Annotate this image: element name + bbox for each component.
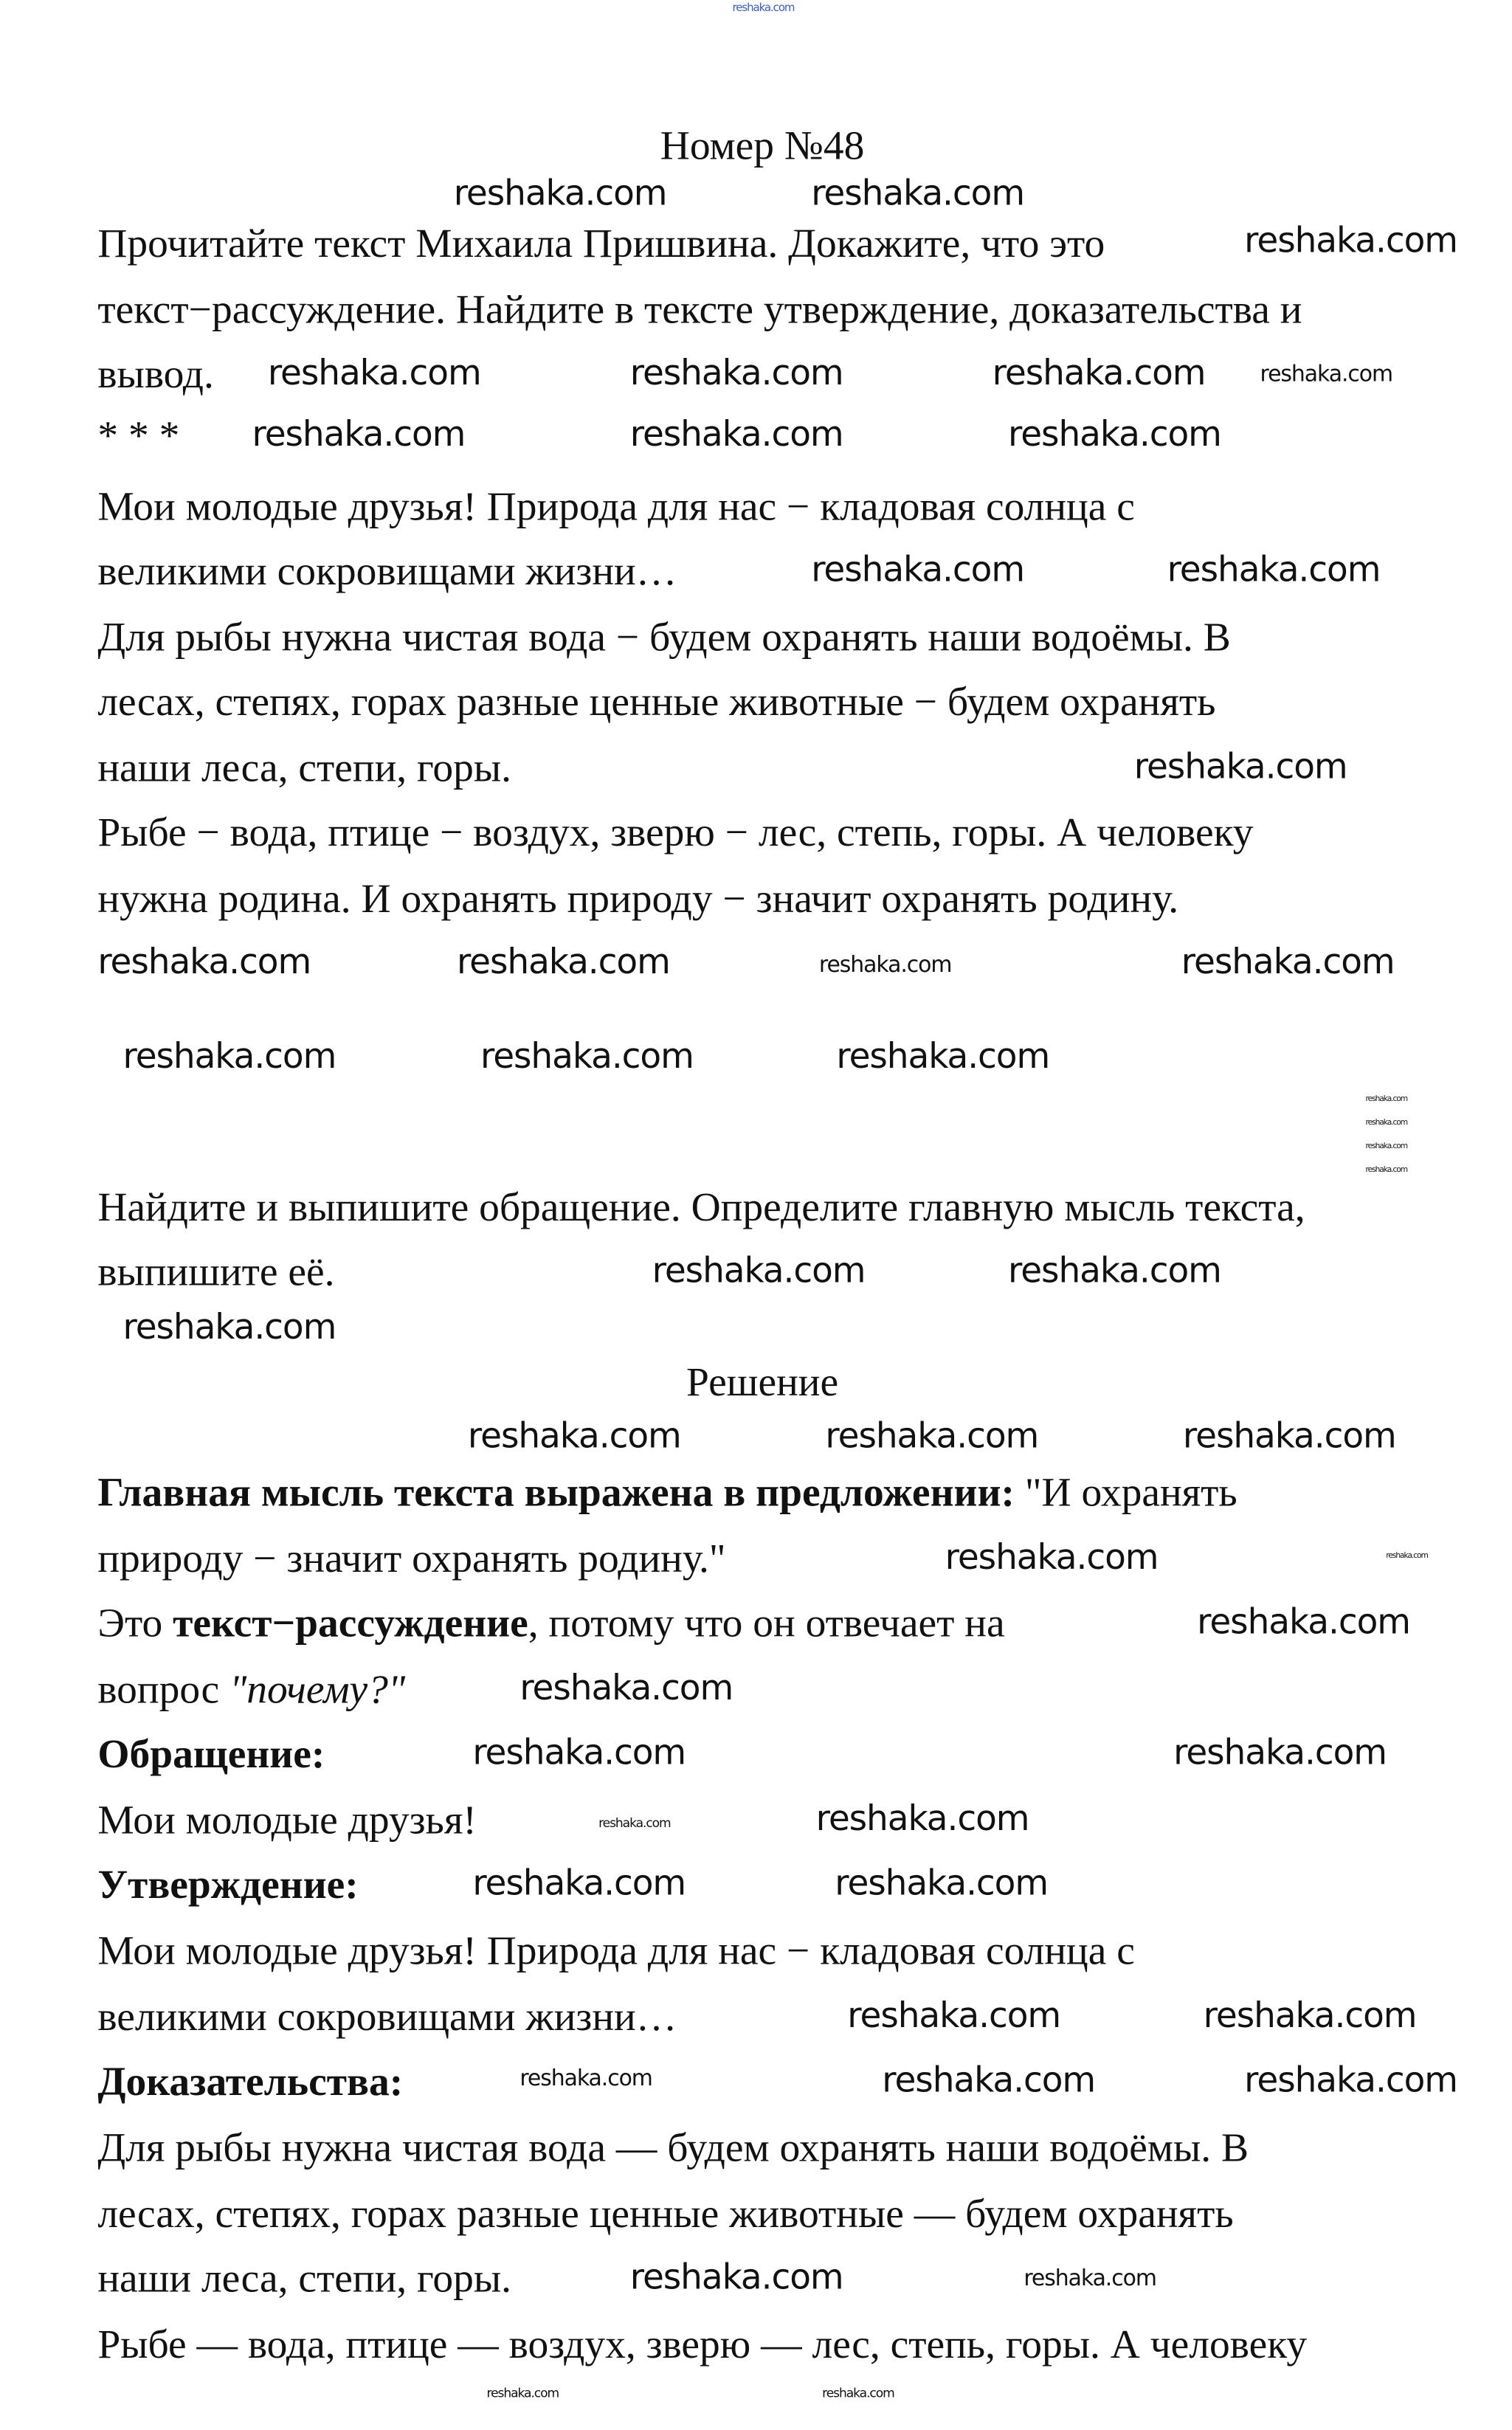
watermark: reshaka.com	[1365, 1094, 1408, 1105]
watermark: reshaka.com	[1365, 1118, 1408, 1128]
watermark: reshaka.com	[822, 2386, 894, 2400]
main-idea-line	[97, 1469, 1237, 1516]
watermark: reshaka.com	[519, 2066, 652, 2092]
question-word-line	[97, 1666, 405, 1713]
evidence-label-text: Доказательства:	[97, 2058, 404, 2105]
watermark: reshaka.com	[882, 2061, 1096, 2102]
watermark: reshaka.com	[811, 174, 1025, 215]
watermark: reshaka.com	[1173, 1733, 1387, 1774]
watermark: reshaka.com	[992, 354, 1206, 394]
watermark: reshaka.com	[267, 354, 481, 394]
watermark: reshaka.com	[1244, 221, 1457, 262]
watermark: reshaka.com	[818, 953, 952, 978]
watermark: reshaka.com	[629, 354, 843, 394]
watermark: reshaka.com	[122, 1308, 336, 1349]
task-line: Рыбе − вода, птице − воздух, зверю − лес, степь, горы. А человеку	[97, 810, 1254, 855]
question-line: Найдите и выпишите обращение. Определите главную мысль текста,	[97, 1184, 1305, 1230]
text-type-suffix: , потому что он отвечает на	[528, 1600, 1005, 1646]
task-line: вывод.	[97, 351, 214, 397]
statement-label	[97, 1862, 358, 1909]
text-type-line	[97, 1601, 1004, 1648]
watermark: reshaka.com	[486, 2386, 559, 2400]
question-prefix: вопрос	[97, 1666, 229, 1713]
watermark: reshaka.com	[1023, 2266, 1156, 2292]
watermark: reshaka.com	[1365, 1142, 1408, 1152]
watermark: reshaka.com	[598, 1815, 671, 1831]
evidence-line: Для рыбы нужна чистая вода — будем охранять наши водоёмы. В	[97, 2124, 1249, 2171]
watermark: reshaka.com	[825, 1417, 1039, 1457]
evidence-label	[97, 2059, 403, 2106]
task-line: наши леса, степи, горы.	[97, 745, 512, 791]
watermark: reshaka.com	[519, 1669, 733, 1709]
address-label-text: Обращение:	[97, 1730, 325, 1777]
watermark: reshaka.com	[652, 1252, 866, 1292]
watermark: reshaka.com	[453, 174, 667, 215]
separator-stars: * * *	[97, 413, 180, 459]
watermark: reshaka.com	[1365, 1165, 1408, 1176]
watermark: reshaka.com	[1008, 415, 1221, 455]
watermark: reshaka.com	[945, 1539, 1159, 1578]
watermark: reshaka.com	[835, 1865, 1049, 1905]
task-line: великими сокровищами жизни…	[97, 548, 677, 594]
watermark: reshaka.com	[815, 1800, 1029, 1840]
main-idea-quote: "И охранять	[1014, 1469, 1237, 1516]
watermark: reshaka.com	[480, 1038, 694, 1077]
main-idea-label: Главная мысль текста выражена в предложении:	[97, 1469, 1015, 1516]
watermark: reshaka.com	[122, 1038, 336, 1077]
watermark: reshaka.com	[1181, 943, 1395, 983]
watermark: reshaka.com	[1386, 1551, 1428, 1561]
watermark: reshaka.com	[847, 1997, 1061, 2037]
watermark: reshaka.com	[1133, 748, 1347, 788]
task-line: Для рыбы нужна чистая вода − будем охранять наши водоёмы. В	[97, 614, 1231, 660]
task-line: текст−рассуждение. Найдите в тексте утверждение, доказательства и	[97, 286, 1302, 333]
task-line: нужна родина. И охранять природу − значит охранять родину.	[97, 875, 1179, 922]
watermark: reshaka.com	[472, 1733, 686, 1774]
watermark: reshaka.com	[252, 415, 466, 455]
watermark: reshaka.com	[472, 1865, 686, 1905]
watermark: reshaka.com	[1197, 1603, 1410, 1643]
watermark: reshaka.com	[456, 943, 670, 983]
text-type-prefix: Это	[97, 1600, 173, 1646]
evidence-line: Рыбе — вода, птице — воздух, зверю — лес, степь, горы. А человеку	[97, 2322, 1308, 2368]
watermark: reshaka.com	[1167, 551, 1381, 591]
main-idea-quote-cont: природу − значит охранять родину."	[97, 1536, 726, 1581]
evidence-line: лесах, степях, горах разные ценные животные — будем охранять	[97, 2190, 1234, 2237]
watermark: reshaka.com	[629, 415, 843, 455]
evidence-line: наши леса, степи, горы.	[97, 2255, 512, 2302]
watermark: reshaka.com	[467, 1417, 681, 1457]
statement-line: великими сокровищами жизни…	[97, 1994, 677, 2040]
watermark: reshaka.com	[811, 551, 1025, 591]
solution-heading: Решение	[686, 1359, 839, 1405]
watermark: reshaka.com	[1182, 1417, 1396, 1457]
watermark: reshaka.com	[97, 943, 311, 983]
text-type-bold: текст−рассуждение	[173, 1600, 528, 1646]
statement-line: Мои молодые друзья! Природа для нас − кладовая солнца с	[97, 1927, 1135, 1974]
page-title: Номер №48	[660, 122, 865, 169]
watermark: reshaka.com	[1203, 1997, 1417, 2037]
task-line: Прочитайте текст Михаила Пришвина. Докажите, что это	[97, 220, 1105, 266]
statement-label-text: Утверждение:	[97, 1861, 359, 1908]
watermark: reshaka.com	[629, 2258, 843, 2299]
address-label	[97, 1731, 325, 1778]
task-line: Мои молодые друзья! Природа для нас − кладовая солнца с	[97, 483, 1135, 530]
task-line: лесах, степях, горах разные ценные животные − будем охранять	[97, 678, 1216, 725]
watermark: reshaka.com	[1008, 1252, 1221, 1292]
watermark: reshaka.com	[732, 1, 795, 15]
watermark: reshaka.com	[836, 1038, 1050, 1077]
watermark: reshaka.com	[1260, 362, 1393, 388]
question-italic: "почему?"	[229, 1666, 406, 1713]
address-text: Мои молодые друзья!	[97, 1797, 477, 1843]
watermark: reshaka.com	[1244, 2061, 1457, 2102]
question-line: выпишите её.	[97, 1249, 335, 1295]
